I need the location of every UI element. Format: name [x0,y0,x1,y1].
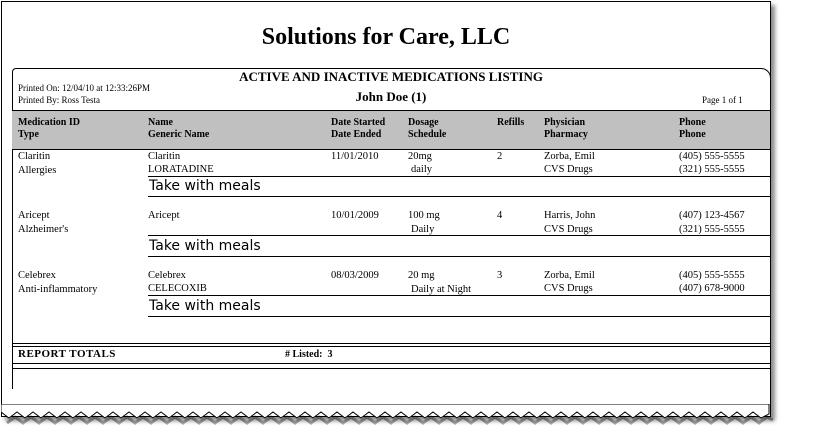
totals-bottom-rule [12,363,770,364]
company-name: Solutions for Care, LLC [261,24,511,50]
med-schedule: Daily at Night [411,284,472,295]
med-note: Take with meals [149,238,261,254]
med-pharmacy-phone: (321) 555-5555 [679,224,745,235]
row-separator [148,256,770,257]
med-physician-phone: (405) 555-5555 [679,270,745,281]
med-generic-name: CELECOXIB [148,283,207,294]
page-number: Page 1 of 1 [702,95,743,105]
med-schedule: Daily [411,224,435,235]
col-header-refills: Refills [497,117,525,128]
col-header-physician: Physician Pharmacy [544,117,588,140]
listed-count [285,349,333,360]
med-pharmacy-phone: (407) 678-9000 [679,283,745,294]
med-note: Take with meals [149,178,261,194]
med-id: Claritin [18,151,51,162]
med-physician-phone: (407) 123-4567 [679,210,745,221]
med-schedule: daily [411,164,432,175]
med-type: Anti-inflammatory [18,284,98,295]
col-header-name: Name Generic Name [148,117,210,140]
row-separator [148,196,770,197]
med-pharmacy: CVS Drugs [544,224,593,235]
patient-name: John Doe (1) [355,89,427,104]
med-pharmacy-phone: (321) 555-5555 [679,164,745,175]
listed-label: # Listed: [285,349,323,360]
row-underline [148,295,770,296]
med-type: Allergies [18,165,57,176]
col-header-dosage: Dosage Schedule [408,117,447,140]
med-pharmacy: CVS Drugs [544,283,593,294]
totals-bottom-rule-double [12,368,770,369]
listed-value: 3 [327,349,333,360]
row-underline [148,176,770,177]
med-dosage: 20mg [408,151,432,162]
col-header-medication-id: Medication ID Type [18,117,80,140]
totals-top-rule-double [12,346,770,347]
totals-top-rule [12,343,770,344]
med-physician: Zorba, Emil [544,270,595,281]
report-title: ACTIVE AND INACTIVE MEDICATIONS LISTING [239,69,543,84]
med-physician: Harris, John [544,210,596,221]
med-date-started: 08/03/2009 [331,270,379,281]
med-name: Celebrex [148,270,186,281]
med-refills: 3 [497,270,503,281]
med-id: Celebrex [18,270,56,281]
med-refills: 2 [497,151,503,162]
printed-by: Printed By: Ross Testa [18,95,100,105]
column-header-band [12,110,770,150]
med-note: Take with meals [149,298,261,314]
med-pharmacy: CVS Drugs [544,164,593,175]
report-totals-label: REPORT TOTALS [18,348,116,360]
med-refills: 4 [497,210,503,221]
med-physician: Zorba, Emil [544,151,595,162]
row-underline [148,235,770,236]
med-generic-name: LORATADINE [148,164,214,175]
med-date-started: 10/01/2009 [331,210,379,221]
med-type: Alzheimer's [18,224,69,235]
printed-on: Printed On: 12/04/10 at 12:33:26PM [18,83,151,93]
col-header-phone: Phone Phone [679,117,706,140]
med-physician-phone: (405) 555-5555 [679,151,745,162]
torn-edge [1,404,781,444]
med-dosage: 100 mg [408,210,440,221]
report-page [1,1,771,417]
med-id: Aricept [18,210,50,221]
med-name: Aricept [148,210,180,221]
med-name: Claritin [148,151,181,162]
med-date-started: 11/01/2010 [331,151,379,162]
col-header-dates: Date Started Date Ended [331,117,386,140]
med-dosage: 20 mg [408,270,435,281]
row-separator [148,316,770,317]
